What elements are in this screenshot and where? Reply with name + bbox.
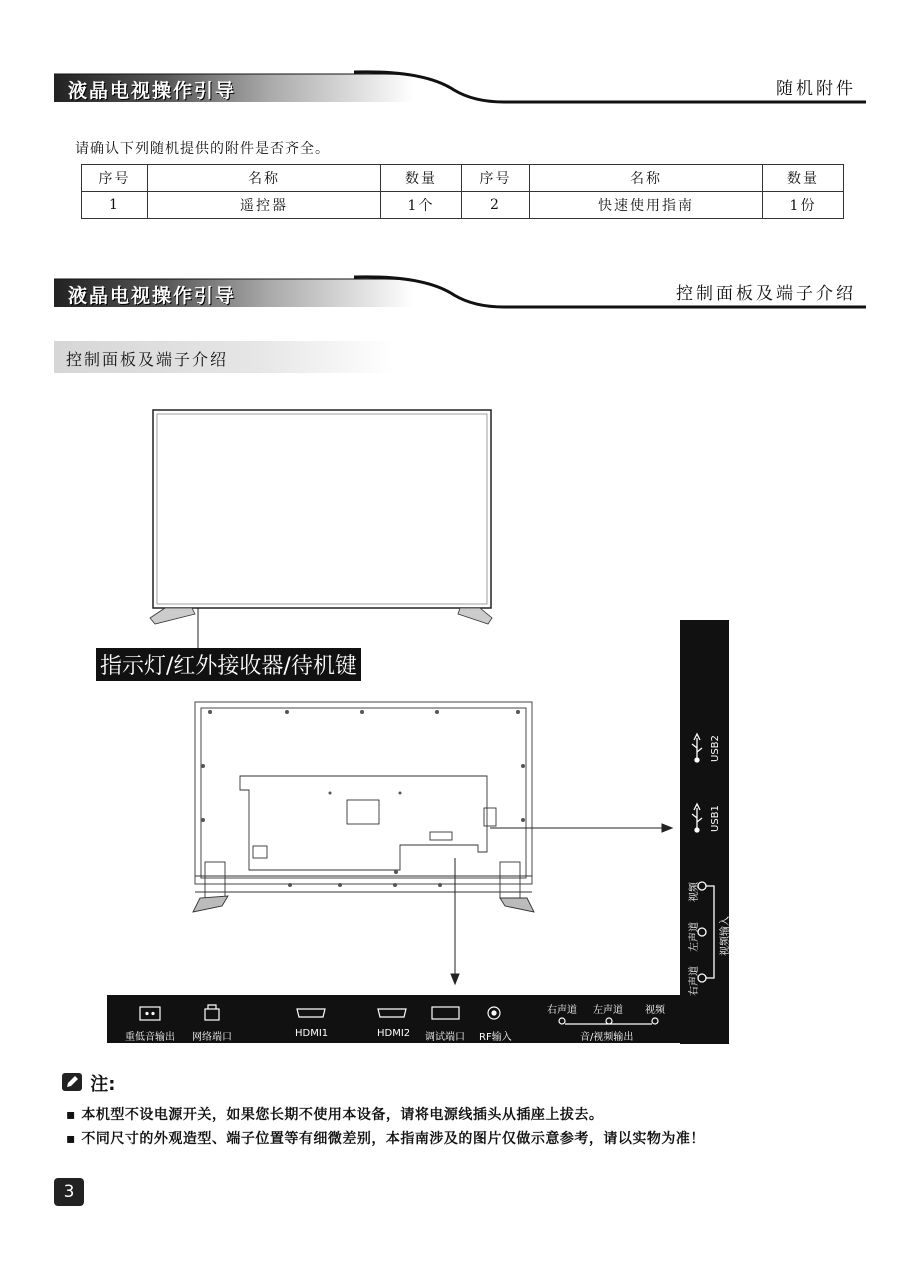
table-cell: 1	[82, 192, 148, 219]
tv-front-illustration	[150, 410, 492, 650]
table-header: 名称	[148, 165, 381, 192]
table-header: 序号	[82, 165, 148, 192]
page-number: 3	[54, 1178, 84, 1206]
table-cell: 快速使用指南	[530, 192, 763, 219]
right-channel-out-icon	[559, 1018, 565, 1024]
note-line-1: ▪ 本机型不设电源开关，如果您长期不使用本设备，请将电源线插头从插座上拔去。	[66, 1107, 604, 1123]
accessories-table	[81, 164, 844, 219]
usb2-label: USB2	[710, 735, 721, 762]
rf-input-label: RF输入	[479, 1032, 512, 1043]
right-channel-label: 右声道	[547, 1005, 577, 1016]
table-row	[82, 192, 844, 219]
ethernet-port-icon	[205, 1009, 219, 1020]
intro-text: 请确认下列随机提供的附件是否齐全。	[75, 141, 330, 157]
section-header-accessories	[54, 70, 866, 106]
av-output-label: 音/视频输出	[580, 1032, 634, 1043]
tv-back-illustration	[193, 702, 534, 912]
table-cell: 遥控器	[148, 192, 381, 219]
subwoofer-port-icon	[140, 1007, 160, 1020]
left-channel-label: 左声道	[593, 1005, 623, 1016]
usb2-icon	[692, 734, 702, 762]
section-header-panel	[54, 275, 866, 311]
video-in-label: 视频	[689, 882, 700, 902]
note-title: 注:	[90, 1074, 116, 1095]
network-label: 网络端口	[192, 1032, 232, 1043]
note-heading	[62, 1070, 115, 1096]
debug-port-icon	[432, 1007, 459, 1019]
right-channel-in-label: 右声道	[689, 966, 700, 996]
left-channel-out-icon	[606, 1018, 612, 1024]
usb1-label: USB1	[710, 805, 721, 832]
usb1-icon	[692, 804, 702, 832]
video-out-icon	[652, 1018, 658, 1024]
table-header-row	[82, 165, 844, 192]
table-header: 序号	[462, 165, 530, 192]
hdmi1-label: HDMI1	[295, 1028, 329, 1039]
av-input-label: 视频输入	[720, 916, 731, 956]
hdmi2-label: HDMI2	[377, 1028, 411, 1039]
subheader-title: 控制面板及端子介绍	[66, 350, 229, 369]
header-section-label: 随机附件	[776, 79, 856, 99]
table-header: 数量	[381, 165, 462, 192]
header-title: 液晶电视操作引导	[68, 80, 237, 102]
screw-holes	[201, 710, 525, 887]
hdmi1-port-icon	[297, 1009, 325, 1017]
table-cell: 1份	[763, 192, 844, 219]
pointer-arrows	[451, 824, 672, 984]
table-cell: 1个	[381, 192, 462, 219]
bottom-port-panel	[107, 995, 729, 1043]
pencil-note-icon	[62, 1073, 84, 1093]
table-cell: 2	[462, 192, 530, 219]
left-channel-in-label: 左声道	[689, 922, 700, 952]
table-header: 数量	[763, 165, 844, 192]
header-title: 液晶电视操作引导	[68, 285, 237, 307]
hdmi2-port-icon	[378, 1009, 406, 1017]
table-header: 名称	[530, 165, 763, 192]
note-line-2: ▪ 不同尺寸的外观造型、端子位置等有细微差别，本指南涉及的图片仅做示意参考，请以实物为准！	[66, 1131, 705, 1147]
subheader-bar	[54, 341, 394, 373]
indicator-ir-standby-label: 指示灯/红外接收器/待机键	[96, 648, 361, 681]
debug-port-label: 调试端口	[425, 1032, 465, 1043]
subwoofer-label: 重低音输出	[125, 1032, 175, 1043]
video-label: 视频	[645, 1005, 665, 1016]
header-section-label: 控制面板及端子介绍	[676, 284, 856, 304]
side-port-panel	[680, 620, 729, 1044]
